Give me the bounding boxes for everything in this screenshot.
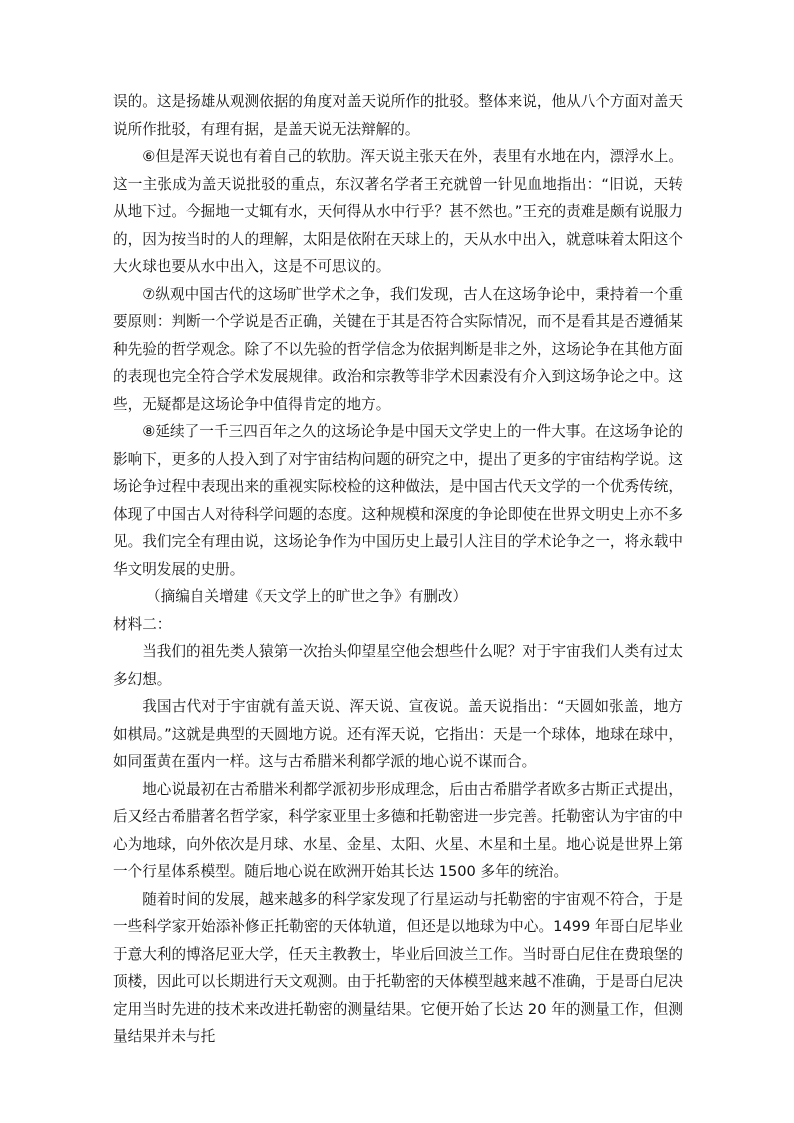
material-two-paragraph-3: 地心说最初在古希腊米利都学派初步形成理念，后由古希腊学者欧多古斯正式提出，后又经古希腊著名哲学家，科学家亚里士多德和托勒密进一步完善。托勒密认为宇宙的中心为地球，向外依次是月球、水星、金星、太阳、火星、木星和土星。地心说是世界上第一个行星体系模型。随后地心说在欧洲开始其长达 1500 多年的统治。 — [113, 780, 683, 880]
paragraph-7: ⑦纵观中国古代的这场旷世学术之争，我们发现，古人在这场争论中，秉持着一个重要原则：判断一个学说是否正确，关键在于其是否符合实际情况，而不是看其是否遵循某种先验的哲学观念。除了不以先验的哲学信念为依据判断是非之外，这场论争在其他方面的表现也完全符合学术发展规律。政治和宗教等非学术因素没有介入到这场争论之中。这些，无疑都是这场论争中值得肯定的地方。 — [113, 285, 683, 413]
document-page — [113, 88, 683, 1051]
paragraph-6: ⑥但是浑天说也有着自己的软肋。浑天说主张天在外，表里有水地在内，漂浮水上。这一主张成为盖天说批驳的重点，东汉著名学者王充就曾一针见血地指出：“旧说，天转从地下过。今掘地一丈辄有水，天何得从水中行乎？甚不然也。”王充的责难是颇有说服力的，因为按当时的人的理解，太阳是依附在天球上的，天从水中出入，就意味着太阳这个大火球也要从水中出入，这是不可思议的。 — [113, 148, 683, 275]
material-two-paragraph-4: 随着时间的发展，越来越多的科学家发现了行星运动与托勒密的宇宙观不符合，于是一些科学家开始添补修正托勒密的天体轨道，但还是以地球为中心。1499 年哥白尼毕业于意大利的博洛尼亚大学，任天主教教士，毕业后回波兰工作。当时哥白尼住在费琅堡的顶楼，因此可以长期进行天文观测。由于托勒密的天体模型越来越不准确，于是哥白尼决定用当时先进的技术来改进托勒密的测量结果。它便开始了长达 20 年的测量工作，但测量结果并未与托 — [113, 890, 683, 1045]
material-two-paragraph-2: 我国古代对于宇宙就有盖天说、浑天说、宣夜说。盖天说指出：“天圆如张盖，地方如棋局。”这就是典型的天圆地方说。还有浑天说，它指出：天是一个球体，地球在球中，如同蛋黄在蛋内一样。这与古希腊米利都学派的地心说不谋而合。 — [113, 698, 683, 770]
paragraph-continuation: 误的。这是扬雄从观测依据的角度对盖天说所作的批驳。整体来说，他从八个方面对盖天说所作批驳，有理有据，是盖天说无法辩解的。 — [113, 93, 683, 138]
material-two-heading: 材料二： — [113, 615, 172, 633]
source-citation: （摘编自关增建《天文学上的旷世之争》有删改） — [146, 588, 468, 605]
material-two-paragraph-1: 当我们的祖先类人猿第一次抬头仰望星空他会想些什么呢？对于宇宙我们人类有过太多幻想。 — [113, 643, 683, 688]
paragraph-8: ⑧延续了一千三四百年之久的这场论争是中国天文学史上的一件大事。在这场争论的影响下，更多的人投入到了对宇宙结构问题的研究之中，提出了更多的宇宙结构学说。这场论争过程中表现出来的重视实际校检的这种做法，是中国古代天文学的一个优秀传统，体现了中国古人对待科学问题的态度。这种规模和深度的争论即使在世界文明史上亦不多见。我们完全有理由说，这场论争作为中国历史上最引人注目的学术论争之一，将永载中华文明发展的史册。 — [113, 423, 683, 578]
